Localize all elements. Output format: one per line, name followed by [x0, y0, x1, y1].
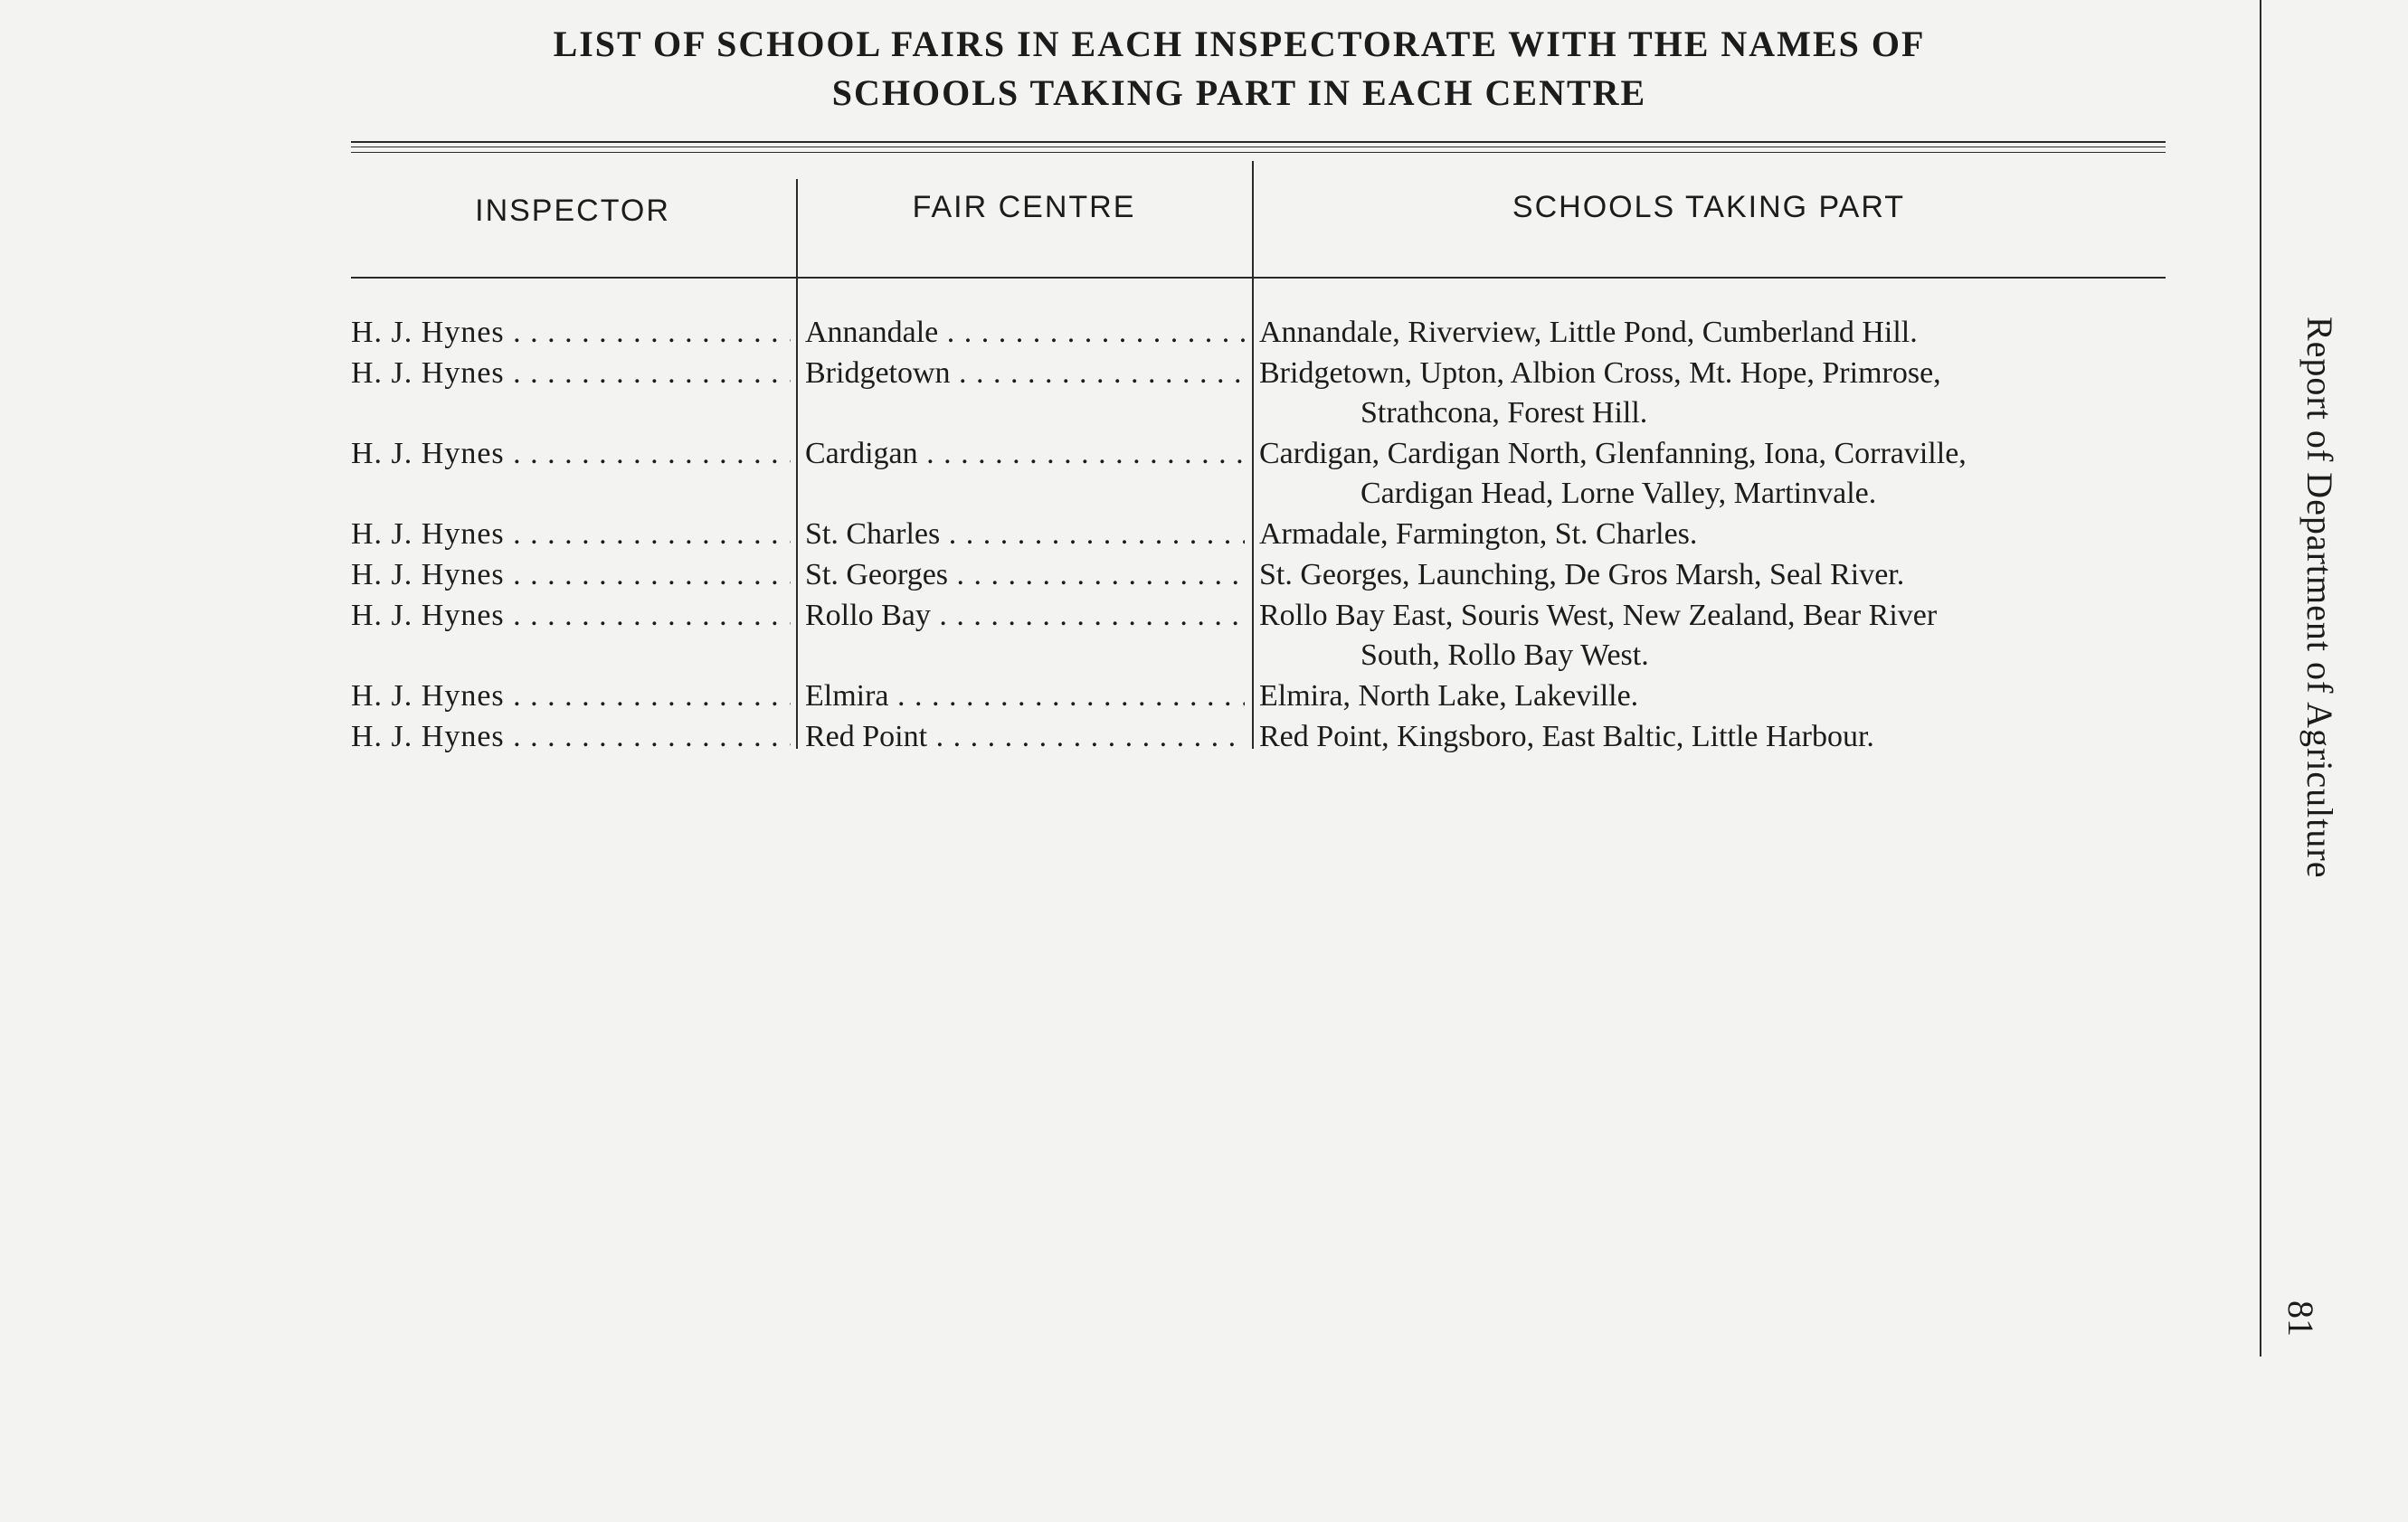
- fair-centre-cell: Bridgetown . . .: [805, 354, 1245, 393]
- fair-centre-cell: Cardigan . . .: [805, 434, 1245, 474]
- column-divider-2: [1252, 161, 1254, 749]
- table-top-rule: [351, 141, 2166, 143]
- header-bottom-rule: [351, 277, 2166, 279]
- inspector-cell: H. J. Hynes . . .: [351, 313, 791, 353]
- schools-cell: Red Point, Kingsboro, East Baltic, Little Harbour.: [1259, 720, 1874, 753]
- fair-centre-cell: Red Point . . .: [805, 717, 1245, 757]
- fair-centre-cell: Elmira . . .: [805, 676, 1245, 716]
- page-number: 81: [2280, 1300, 2321, 1337]
- inspector-cell: H. J. Hynes . . .: [351, 676, 791, 716]
- inspector-cell: H. J. Hynes . . .: [351, 717, 791, 757]
- schools-cell: Annandale, Riverview, Little Pond, Cumberland Hill.: [1259, 316, 1918, 349]
- schools-cell: Rollo Bay East, Souris West, New Zealand, Bear River South, Rollo Bay West.: [1259, 599, 1938, 672]
- fair-centre-cell: Rollo Bay . . .: [805, 596, 1245, 636]
- schools-cell: Bridgetown, Upton, Albion Cross, Mt. Hope, Primrose, Strathcona, Forest Hill.: [1259, 356, 1941, 430]
- inspector-cell: H. J. Hynes . . .: [351, 434, 791, 474]
- fair-centre-cell: St. Charles . . .: [805, 515, 1245, 554]
- schools-cell: Elmira, North Lake, Lakeville.: [1259, 679, 1639, 713]
- fair-centre-cell: St. Georges . . .: [805, 555, 1245, 595]
- fair-centre-cell: Annandale . . .: [805, 313, 1245, 353]
- page-title-line-1: LIST OF SCHOOL FAIRS IN EACH INSPECTORATE WITH THE NAMES OF: [553, 24, 1926, 64]
- margin-rule: [2260, 0, 2261, 1357]
- schools-cell: Armadale, Farmington, St. Charles.: [1259, 517, 1698, 551]
- running-head: Report of Department of Agriculture: [2299, 317, 2340, 879]
- table-top-rule-thin-2: [351, 152, 2166, 153]
- inspector-cell: H. J. Hynes . . .: [351, 596, 791, 636]
- column-header-fair-centre: FAIR CENTRE: [912, 190, 1136, 224]
- schools-cell: Cardigan, Cardigan North, Glenfanning, Iona, Corraville, Cardigan Head, Lorne Valley, Martinvale.: [1259, 437, 1967, 510]
- column-header-inspector: INSPECTOR: [475, 194, 670, 228]
- column-header-schools: SCHOOLS TAKING PART: [1512, 190, 1906, 224]
- inspector-cell: H. J. Hynes . . .: [351, 515, 791, 554]
- schools-cell: St. Georges, Launching, De Gros Marsh, Seal River.: [1259, 558, 1905, 591]
- column-divider-1: [796, 179, 798, 749]
- page-title-line-2: SCHOOLS TAKING PART IN EACH CENTRE: [831, 72, 1647, 113]
- inspector-cell: H. J. Hynes . . .: [351, 354, 791, 393]
- inspector-cell: H. J. Hynes . . .: [351, 555, 791, 595]
